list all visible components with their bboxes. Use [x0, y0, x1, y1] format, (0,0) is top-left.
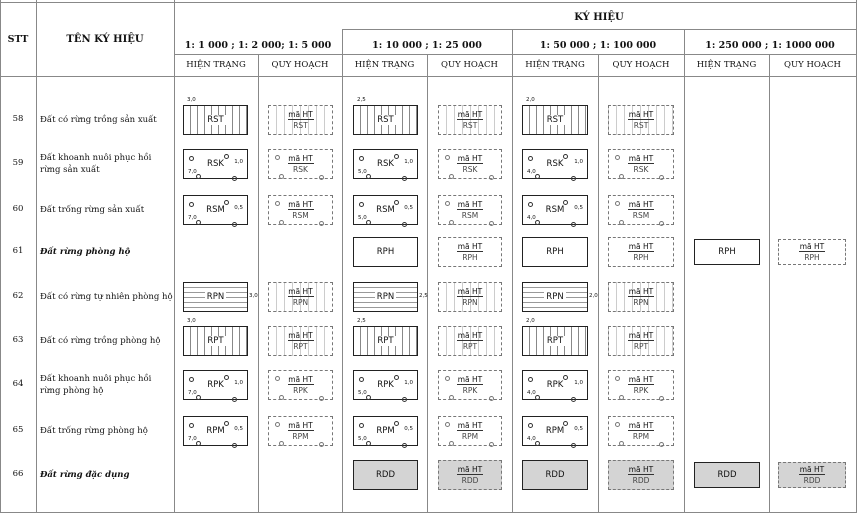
- grid-line: [258, 54, 259, 513]
- symbol-code-label: RDD: [632, 476, 650, 485]
- point-marker: [563, 375, 568, 380]
- row-name: Đất rừng phòng hộ: [40, 247, 131, 257]
- point-marker: [232, 443, 237, 448]
- dimension-label: 0,5: [574, 205, 583, 211]
- dimension-label: 7,0: [188, 215, 197, 221]
- symbol-code-label: RSM: [206, 205, 225, 215]
- point-marker: [232, 176, 237, 181]
- grid-line: [0, 76, 856, 77]
- grid-line: [684, 29, 685, 513]
- symbol-rsm-hien-trang: [353, 195, 418, 225]
- scale-header-2: 1: 10 000 ; 1: 25 000: [372, 40, 482, 51]
- symbol-rpm-quy-hoach: [608, 416, 674, 446]
- symbol-code-label: RDD: [803, 476, 821, 485]
- point-marker: [402, 397, 407, 402]
- ma-ht-label: mã HT: [288, 287, 313, 296]
- row-name: Đất có rừng tự nhiên phòng hộ: [40, 292, 173, 302]
- point-marker: [319, 442, 324, 447]
- point-marker: [659, 175, 664, 180]
- point-marker: [563, 154, 568, 159]
- dimension-label: 0,5: [404, 426, 413, 432]
- ma-ht-label: mã HT: [288, 200, 313, 209]
- ma-ht-label: mã HT: [628, 331, 654, 340]
- symbol-rpk-hien-trang: [183, 370, 248, 400]
- symbol-rst-hien-trang: [183, 105, 248, 135]
- point-marker: [224, 421, 229, 426]
- point-marker: [449, 174, 454, 179]
- symbol-code-label: RST: [546, 115, 564, 125]
- dimension-label: 2,0: [526, 97, 535, 103]
- symbol-rdd-quy-hoach: [608, 460, 674, 490]
- point-marker: [445, 376, 450, 381]
- ma-ht-label: mã HT: [288, 331, 313, 340]
- point-marker: [275, 155, 280, 160]
- point-marker: [224, 200, 229, 205]
- symbol-code-label: RSM: [461, 211, 479, 220]
- symbol-code-label: RPN: [633, 298, 649, 307]
- dimension-label: 0,5: [234, 205, 243, 211]
- row-number: 62: [12, 291, 24, 301]
- point-marker: [659, 442, 664, 447]
- point-marker: [279, 174, 284, 179]
- ma-ht-label: mã HT: [288, 110, 313, 119]
- symbol-rph-quy-hoach: [608, 237, 674, 267]
- symbol-code-label: RPK: [377, 380, 394, 390]
- ma-ht-label: mã HT: [457, 375, 483, 384]
- symbol-rpt-hien-trang: [353, 326, 418, 356]
- dimension-label: 1,0: [404, 159, 413, 165]
- point-marker: [563, 200, 568, 205]
- dimension-label: 7,0: [188, 436, 197, 442]
- point-marker: [619, 220, 624, 225]
- ma-ht-label: mã HT: [457, 331, 483, 340]
- dimension-label: 5,0: [358, 215, 367, 221]
- symbol-code-label: RPH: [804, 253, 820, 262]
- row-name: Đất trống rừng phòng hộ: [40, 426, 148, 436]
- symbol-code-label: RPN: [376, 292, 395, 302]
- point-marker: [571, 397, 576, 402]
- point-marker: [279, 441, 284, 446]
- symbol-rst-quy-hoach: [268, 105, 333, 135]
- symbol-code-label: RPT: [293, 342, 308, 351]
- point-marker: [615, 422, 620, 427]
- ma-ht-label: mã HT: [457, 465, 483, 474]
- subheader-quy-hoach: QUY HOẠCH: [441, 60, 498, 70]
- symbol-code-label: RPM: [292, 432, 309, 441]
- point-marker: [615, 155, 620, 160]
- symbol-rpn-hien-trang: [183, 282, 248, 312]
- symbol-code-label: RPT: [633, 342, 649, 351]
- symbol-rdd-quy-hoach: [778, 462, 846, 488]
- scale-header-1: 1: 1 000 ; 1: 2 000; 1: 5 000: [184, 40, 332, 51]
- point-marker: [275, 201, 280, 206]
- symbol-rpk-quy-hoach: [438, 370, 502, 400]
- symbol-code-label: RPH: [376, 247, 395, 257]
- ma-ht-label: mã HT: [628, 242, 654, 251]
- symbol-rsk-quy-hoach: [268, 149, 333, 179]
- point-marker: [619, 395, 624, 400]
- symbol-code-label: RSK: [377, 159, 394, 169]
- point-marker: [279, 220, 284, 225]
- header-stt: STT: [7, 34, 29, 45]
- symbol-rsm-quy-hoach: [438, 195, 502, 225]
- point-marker: [359, 202, 364, 207]
- symbol-rdd-hien-trang: [353, 460, 418, 490]
- symbol-code-label: RPH: [633, 253, 649, 262]
- scale-header-3: 1: 50 000 ; 1: 100 000: [539, 40, 657, 51]
- symbol-rph-hien-trang: [694, 239, 760, 265]
- ma-ht-label: mã HT: [457, 154, 483, 163]
- row-name: Đất trống rừng sản xuất: [40, 205, 145, 215]
- header-ky-hieu: KÝ HIỆU: [574, 12, 624, 23]
- subheader-hien-trang: HIỆN TRẠNG: [186, 60, 246, 70]
- symbol-code-label: RPH: [718, 247, 736, 257]
- dimension-label: 2,5: [357, 97, 366, 103]
- grid-line: [598, 54, 599, 513]
- ma-ht-label: mã HT: [628, 421, 654, 430]
- point-marker: [619, 174, 624, 179]
- point-marker: [449, 395, 454, 400]
- symbol-rsm-quy-hoach: [608, 195, 674, 225]
- point-marker: [659, 396, 664, 401]
- symbol-code-label: RPH: [546, 247, 564, 257]
- dimension-label: 0,5: [574, 426, 583, 432]
- symbol-rph-quy-hoach: [438, 237, 502, 267]
- point-marker: [571, 176, 576, 181]
- symbol-rph-hien-trang: [522, 237, 588, 267]
- point-marker: [359, 423, 364, 428]
- ma-ht-label: mã HT: [799, 242, 825, 251]
- symbol-code-label: RSK: [207, 159, 224, 169]
- row-number: 59: [12, 158, 24, 168]
- grid-line: [0, 2, 856, 3]
- symbol-code-label: RPT: [207, 336, 224, 346]
- dimension-label: 1,0: [574, 159, 583, 165]
- dimension-label: 4,0: [527, 436, 536, 442]
- symbol-rsm-hien-trang: [522, 195, 588, 225]
- ma-ht-label: mã HT: [457, 200, 483, 209]
- dimension-label: 5,0: [358, 436, 367, 442]
- point-marker: [394, 154, 399, 159]
- dimension-label: 7,0: [188, 390, 197, 396]
- grid-line: [769, 54, 770, 513]
- ma-ht-label: mã HT: [628, 465, 654, 474]
- point-marker: [359, 377, 364, 382]
- symbol-code-label: RST: [633, 121, 649, 130]
- symbol-rdd-hien-trang: [694, 462, 760, 488]
- point-marker: [394, 200, 399, 205]
- symbol-code-label: RPK: [633, 386, 649, 395]
- symbol-rph-quy-hoach: [778, 239, 846, 265]
- point-marker: [394, 375, 399, 380]
- point-marker: [394, 421, 399, 426]
- symbol-rsk-hien-trang: [183, 149, 248, 179]
- symbol-code-label: RSK: [633, 165, 649, 174]
- point-marker: [445, 201, 450, 206]
- subheader-quy-hoach: QUY HOẠCH: [271, 60, 329, 70]
- subheader-quy-hoach: QUY HOẠCH: [612, 60, 670, 70]
- ma-ht-label: mã HT: [288, 421, 313, 430]
- point-marker: [189, 202, 194, 207]
- symbol-code-label: RPN: [462, 298, 478, 307]
- point-marker: [571, 222, 576, 227]
- symbol-rpk-quy-hoach: [268, 370, 333, 400]
- row-number: 64: [12, 379, 24, 389]
- point-marker: [528, 423, 533, 428]
- symbol-code-label: RPM: [206, 426, 225, 436]
- symbol-rst-hien-trang: [522, 105, 588, 135]
- dimension-label: 0,5: [234, 426, 243, 432]
- point-marker: [224, 154, 229, 159]
- symbol-rpk-quy-hoach: [608, 370, 674, 400]
- symbol-code-label: RDD: [376, 470, 395, 480]
- ma-ht-label: mã HT: [628, 375, 654, 384]
- grid-line: [342, 29, 343, 513]
- dimension-label: 5,0: [358, 390, 367, 396]
- ma-ht-label: mã HT: [628, 287, 654, 296]
- dimension-label: 2,0: [589, 293, 598, 299]
- symbol-code-label: RDD: [717, 470, 737, 480]
- dimension-label: 1,0: [574, 380, 583, 386]
- symbol-code-label: RSK: [462, 165, 478, 174]
- point-marker: [319, 396, 324, 401]
- row-name: Đất khoanh nuôi phục hồi rừng phòng hộ: [40, 374, 152, 396]
- symbol-code-label: RPK: [546, 380, 564, 390]
- symbol-rsm-hien-trang: [183, 195, 248, 225]
- symbol-code-label: RPT: [462, 342, 478, 351]
- subheader-hien-trang: HIỆN TRẠNG: [525, 60, 585, 70]
- point-marker: [232, 397, 237, 402]
- symbol-code-label: RPT: [546, 336, 564, 346]
- dimension-label: 3,0: [249, 293, 258, 299]
- symbol-rpt-hien-trang: [183, 326, 248, 356]
- dimension-label: 2,5: [419, 293, 428, 299]
- row-name: Đất rừng đặc dụng: [40, 470, 130, 480]
- point-marker: [402, 222, 407, 227]
- symbol-rpm-quy-hoach: [268, 416, 333, 446]
- point-marker: [189, 377, 194, 382]
- symbol-rpk-hien-trang: [353, 370, 418, 400]
- ma-ht-label: mã HT: [457, 110, 483, 119]
- symbol-rph-hien-trang: [353, 237, 418, 267]
- ma-ht-label: mã HT: [288, 375, 313, 384]
- point-marker: [279, 395, 284, 400]
- grid-line: [856, 0, 857, 513]
- dimension-label: 2,5: [357, 318, 366, 324]
- symbol-rpn-hien-trang: [522, 282, 588, 312]
- dimension-label: 1,0: [234, 380, 243, 386]
- point-marker: [489, 396, 494, 401]
- symbol-code-label: RPH: [462, 253, 478, 262]
- point-marker: [402, 176, 407, 181]
- point-marker: [275, 422, 280, 427]
- subheader-hien-trang: HIỆN TRẠNG: [696, 60, 757, 70]
- symbol-rpt-quy-hoach: [268, 326, 333, 356]
- dimension-label: 2,0: [526, 318, 535, 324]
- point-marker: [445, 155, 450, 160]
- row-number: 63: [12, 335, 24, 345]
- subheader-quy-hoach: QUY HOẠCH: [784, 60, 841, 70]
- symbol-rpm-hien-trang: [183, 416, 248, 446]
- row-number: 60: [12, 204, 24, 214]
- point-marker: [319, 175, 324, 180]
- symbol-code-label: RPN: [546, 292, 564, 302]
- symbol-rsk-quy-hoach: [608, 149, 674, 179]
- dimension-label: 3,0: [187, 318, 196, 324]
- ma-ht-label: mã HT: [457, 242, 483, 251]
- point-marker: [571, 443, 576, 448]
- symbol-code-label: RST: [207, 115, 224, 125]
- symbol-code-label: RSM: [376, 205, 395, 215]
- point-marker: [224, 375, 229, 380]
- symbol-code-label: RSM: [632, 211, 650, 220]
- point-marker: [232, 222, 237, 227]
- subheader-hien-trang: HIỆN TRẠNG: [354, 60, 415, 70]
- dimension-label: 3,0: [187, 97, 196, 103]
- point-marker: [489, 175, 494, 180]
- symbol-rpn-quy-hoach: [608, 282, 674, 312]
- symbol-rpt-quy-hoach: [438, 326, 502, 356]
- symbol-code-label: RST: [377, 115, 394, 125]
- symbol-code-label: RPM: [545, 426, 565, 436]
- ma-ht-label: mã HT: [628, 200, 654, 209]
- point-marker: [615, 201, 620, 206]
- row-number: 65: [12, 425, 24, 435]
- symbol-rdd-hien-trang: [522, 460, 588, 490]
- symbol-rdd-quy-hoach: [438, 460, 502, 490]
- symbol-code-label: RSM: [545, 205, 565, 215]
- grid-line: [342, 29, 856, 30]
- dimension-label: 4,0: [527, 390, 536, 396]
- symbol-rpm-hien-trang: [522, 416, 588, 446]
- row-name: Đất có rừng trồng sản xuất: [40, 115, 157, 125]
- symbol-code-label: RSK: [293, 165, 308, 174]
- symbol-rpn-quy-hoach: [268, 282, 333, 312]
- point-marker: [449, 441, 454, 446]
- symbol-code-label: RDD: [545, 470, 565, 480]
- symbol-code-label: RPN: [292, 298, 309, 307]
- symbol-code-label: RSK: [546, 159, 564, 169]
- symbol-rsk-hien-trang: [522, 149, 588, 179]
- row-name: Đất khoanh nuôi phục hồi rừng sản xuất: [40, 153, 152, 175]
- symbol-code-label: RPK: [462, 386, 478, 395]
- point-marker: [189, 156, 194, 161]
- symbol-rpn-quy-hoach: [438, 282, 502, 312]
- dimension-label: 1,0: [404, 380, 413, 386]
- point-marker: [489, 221, 494, 226]
- dimension-label: 7,0: [188, 169, 197, 175]
- ma-ht-label: mã HT: [799, 465, 825, 474]
- dimension-label: 4,0: [527, 215, 536, 221]
- symbol-rst-quy-hoach: [608, 105, 674, 135]
- symbol-code-label: RPN: [206, 292, 225, 302]
- symbol-code-label: RST: [462, 121, 478, 130]
- symbol-rst-hien-trang: [353, 105, 418, 135]
- ma-ht-label: mã HT: [628, 154, 654, 163]
- row-name: Đất có rừng trồng phòng hộ: [40, 336, 161, 346]
- point-marker: [659, 221, 664, 226]
- point-marker: [189, 423, 194, 428]
- symbol-rsk-hien-trang: [353, 149, 418, 179]
- row-number: 58: [12, 114, 24, 124]
- symbol-code-label: RPM: [461, 432, 479, 441]
- point-marker: [489, 442, 494, 447]
- ma-ht-label: mã HT: [457, 421, 483, 430]
- grid-line: [427, 54, 428, 513]
- point-marker: [359, 156, 364, 161]
- symbol-rpk-hien-trang: [522, 370, 588, 400]
- symbol-rsm-quy-hoach: [268, 195, 333, 225]
- symbol-rst-quy-hoach: [438, 105, 502, 135]
- symbol-code-label: RPM: [632, 432, 650, 441]
- point-marker: [528, 377, 533, 382]
- ma-ht-label: mã HT: [457, 287, 483, 296]
- header-ten-ky-hieu: TÊN KÝ HIỆU: [66, 34, 144, 45]
- point-marker: [619, 441, 624, 446]
- ma-ht-label: mã HT: [628, 110, 654, 119]
- point-marker: [563, 421, 568, 426]
- symbol-code-label: RPK: [293, 386, 308, 395]
- symbol-code-label: RPM: [376, 426, 395, 436]
- dimension-label: 0,5: [404, 205, 413, 211]
- scale-header-4: 1: 250 000 ; 1: 1000 000: [705, 40, 835, 51]
- symbol-code-label: RST: [293, 121, 308, 130]
- symbol-code-label: RPK: [207, 380, 224, 390]
- point-marker: [275, 376, 280, 381]
- symbol-rpt-quy-hoach: [608, 326, 674, 356]
- dimension-label: 1,0: [234, 159, 243, 165]
- symbol-rpm-quy-hoach: [438, 416, 502, 446]
- symbol-code-label: RPT: [377, 336, 394, 346]
- dimension-label: 5,0: [358, 169, 367, 175]
- symbol-code-label: RDD: [461, 476, 479, 485]
- point-marker: [449, 220, 454, 225]
- row-number: 61: [12, 246, 24, 256]
- symbol-rsk-quy-hoach: [438, 149, 502, 179]
- row-number: 66: [12, 469, 24, 479]
- point-marker: [402, 443, 407, 448]
- symbol-rpt-hien-trang: [522, 326, 588, 356]
- grid-line: [512, 29, 513, 513]
- point-marker: [528, 156, 533, 161]
- point-marker: [615, 376, 620, 381]
- dimension-label: 4,0: [527, 169, 536, 175]
- point-marker: [445, 422, 450, 427]
- ma-ht-label: mã HT: [288, 154, 313, 163]
- point-marker: [528, 202, 533, 207]
- symbol-rpn-hien-trang: [353, 282, 418, 312]
- symbol-rpm-hien-trang: [353, 416, 418, 446]
- symbol-code-label: RSM: [292, 211, 309, 220]
- grid-line: [174, 54, 856, 55]
- point-marker: [319, 221, 324, 226]
